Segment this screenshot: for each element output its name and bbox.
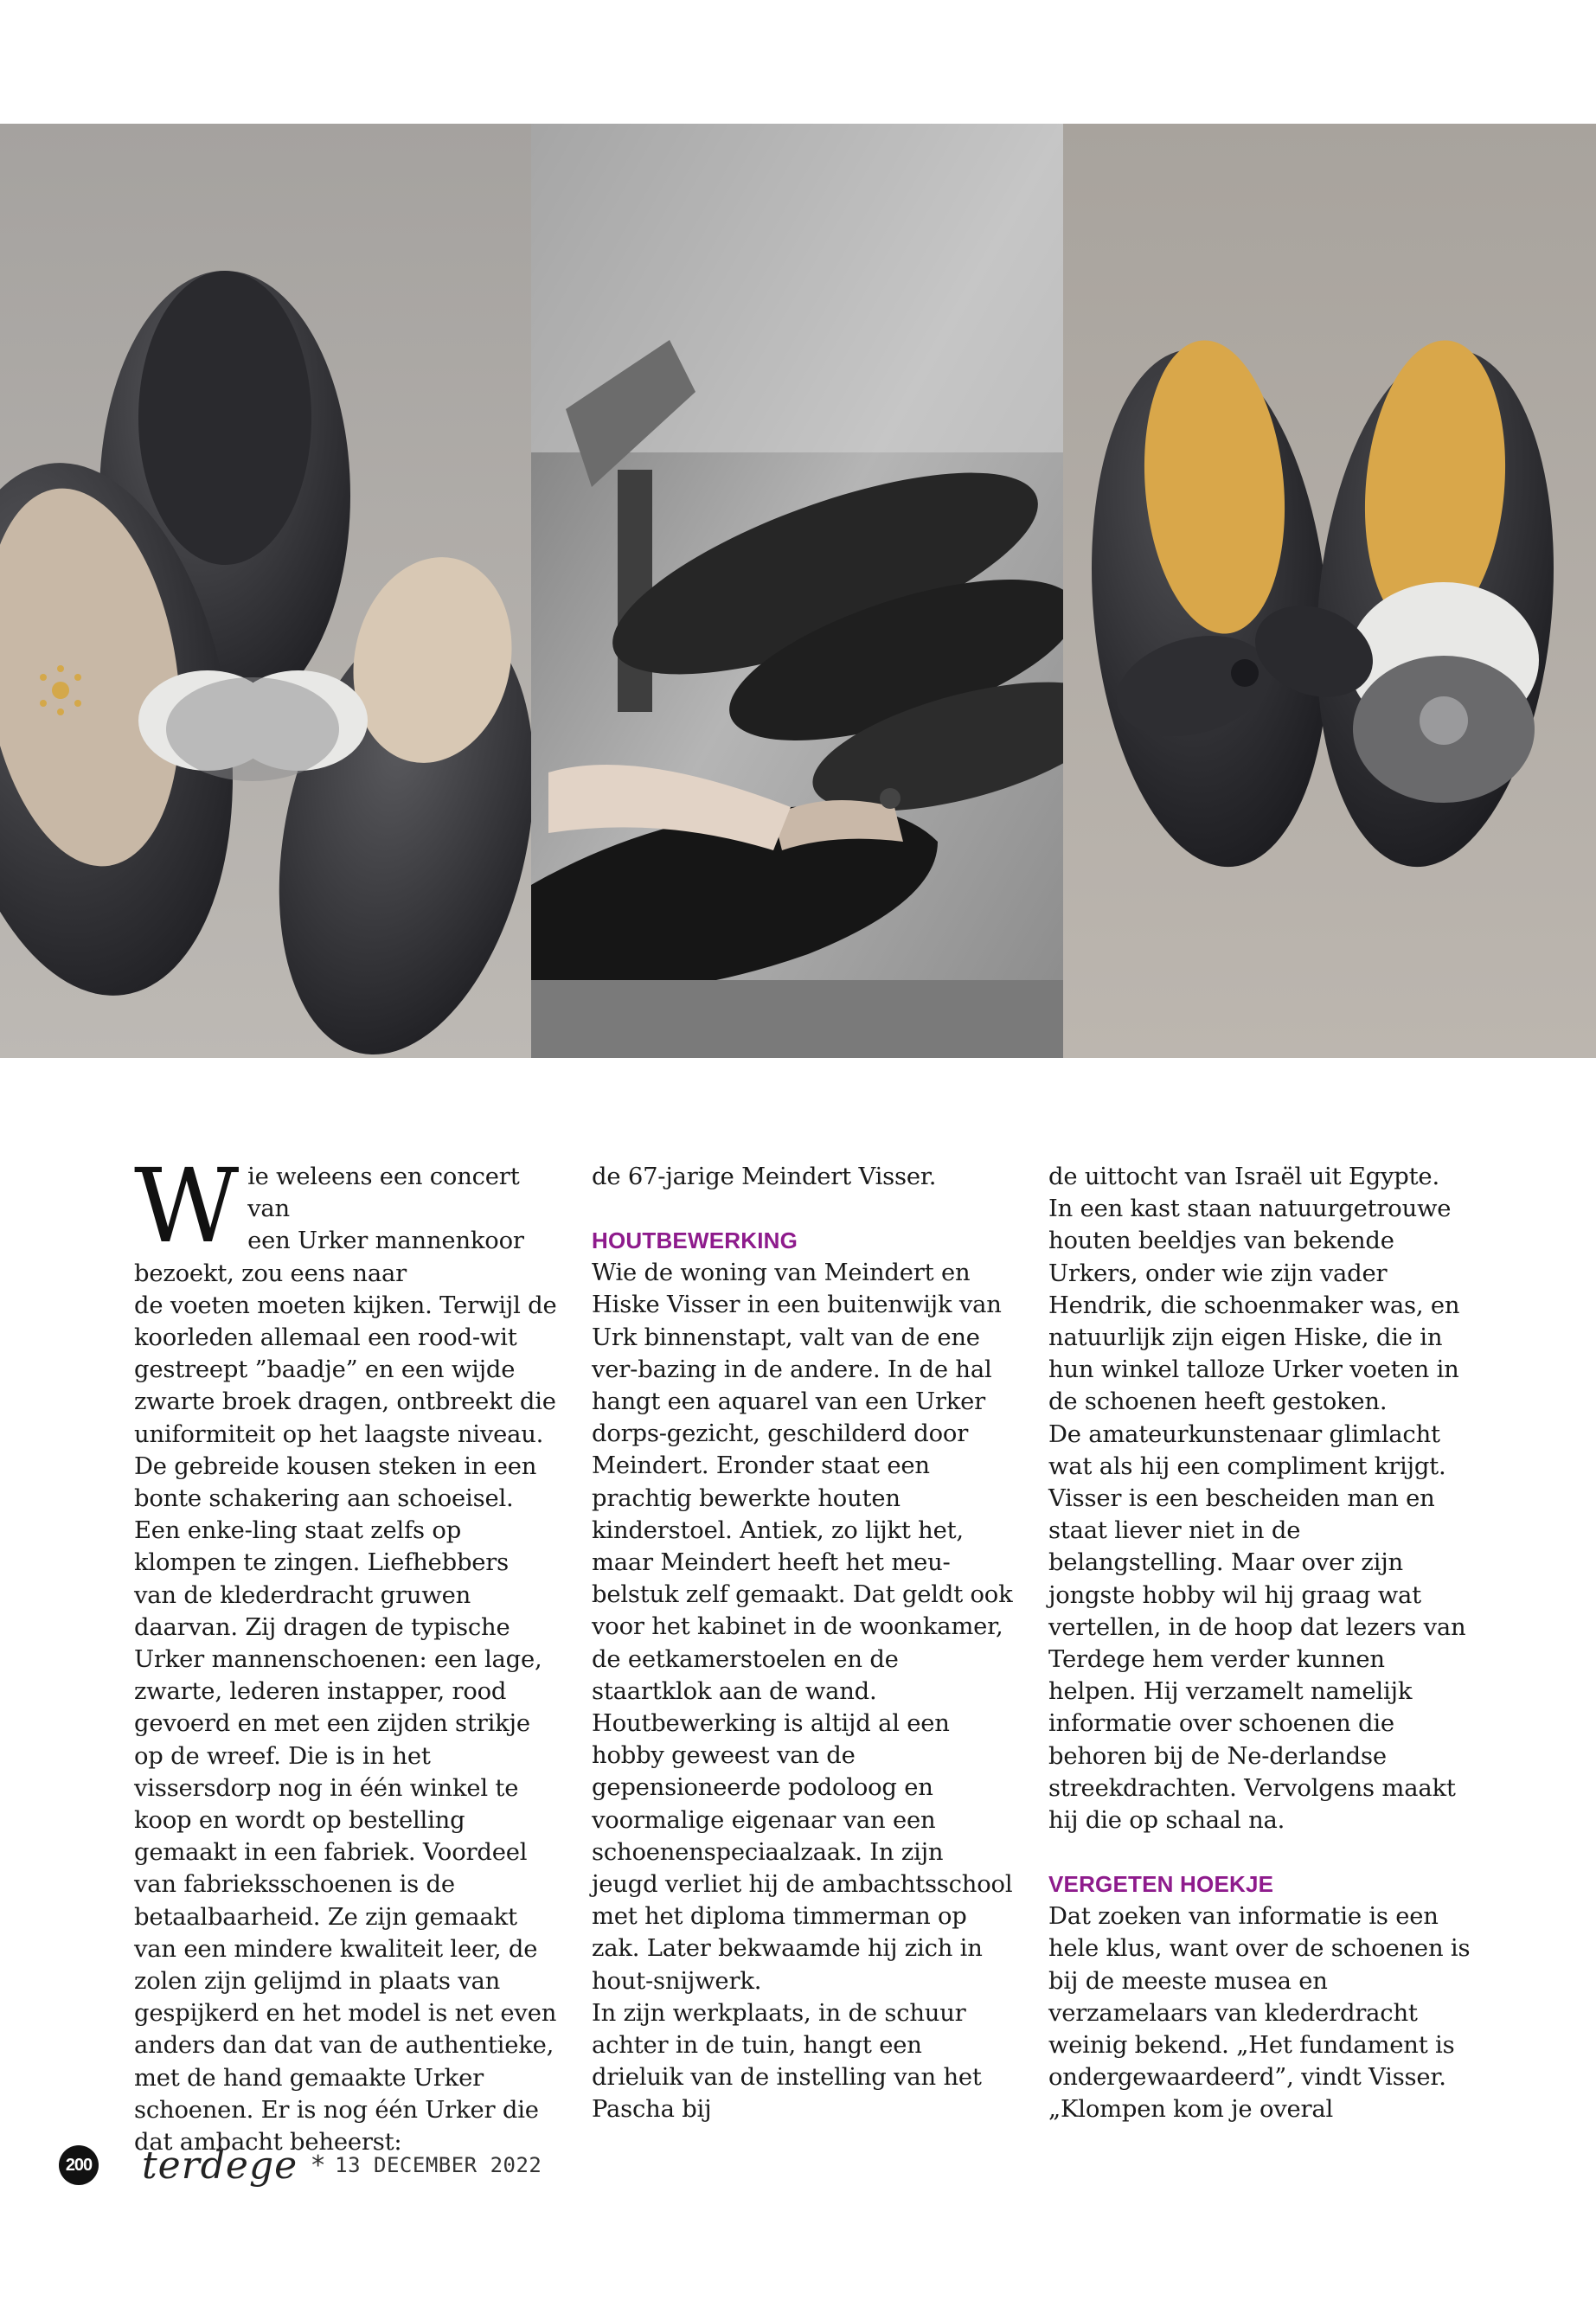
issue-date: 13 DECEMBER 2022 (335, 2153, 542, 2177)
article-paragraph: de uittocht van Israël uit Egypte. (1048, 1163, 1439, 1190)
article-paragraph: Houtbewerking is altijd al een hobby geweest van de gepensioneerde podoloog en voormalige eigenaar van een schoenenspeciaalzaak. In zijn jeugd verliet hij de ambachtsschool met het diploma timmerman op zak. Later bekwaamde hij zich in hout-snijwerk. (592, 1710, 1013, 1995)
photo-shoemaker-last (531, 124, 1063, 1058)
subhead-vergeten-hoekje: VERGETEN HOEKJE (1048, 1871, 1274, 1898)
article-paragraph: ie weleens een concert van een Urker mannenkoor bezoekt, zou eens naar de voeten moeten kijken. Terwijl de koorleden allemaal een rood-wit gestreept ”baadje” en een wijde zwarte broek dragen, ontbreekt die uniformiteit op het laagste niveau. De gebreide kousen steken in een bonte schakering aan schoeisel. Een enke-ling staat zelfs op klompen te zingen. Liefhebbers van de klederdracht gruwen daarvan. Zij dragen de typische Urker mannenschoenen: een lage, zwarte, lederen instapper, rood gevoerd en met een zijden strikje op de wreef. Die is in het vissersdorp nog in één winkel te koop en wordt op bestelling gemaakt in een fabriek. Voordeel van fabrieksschoenen is de betaalbaarheid. Ze zijn gemaakt van een mindere kwaliteit leer, de zolen zijn gelijmd in plaats van gespijkerd en het model is net even anders dan dat van de authentieke, met de hand gemaakte Urker schoenen. Er is nog één Urker die dat ambacht beheerst: (134, 1163, 557, 2157)
article-column-1 (134, 1146, 558, 2158)
drop-cap: W (134, 1146, 240, 1266)
article-paragraph: In zijn werkplaats, in de schuur achter in de tuin, hangt een drieluik van de instelling van het Pascha bij (592, 1999, 982, 2124)
spacer (1048, 1836, 1472, 1868)
page-number-badge: 200 (59, 2145, 99, 2185)
photo-black-slippers (0, 124, 531, 1058)
spacer (592, 1193, 1016, 1225)
photo-strip (0, 124, 1596, 1058)
asterisk-separator-icon: * (311, 2150, 325, 2181)
page-footer (59, 2144, 542, 2187)
photo-buckled-shoes (1063, 124, 1596, 1058)
article-paragraph: Dat zoeken van informatie is een hele klus, want over de schoenen is bij de meeste musea en verzamelaars van klederdracht weinig bekend. „Het fundament is ondergewaardeerd”, vindt Visser. „Klompen kom je overal (1048, 1903, 1471, 2124)
subhead-houtbewerking: HOUTBEWERKING (592, 1227, 798, 1254)
magazine-logo: terdege (142, 2143, 298, 2188)
article-paragraph: De amateurkunstenaar glimlacht wat als hij een compliment krijgt. Visser is een bescheiden man en staat liever niet in de belangstelling. Maar over zijn jongste hobby wil hij graag wat vertellen, in de hoop dat lezers van Terdege hem verder kunnen helpen. Hij verzamelt namelijk informatie over schoenen die behoren bij de Ne-derlandse streekdrachten. Vervolgens maakt hij die op schaal na. (1048, 1420, 1466, 1835)
article-column-3 (1048, 1161, 1472, 2126)
article-paragraph: In een kast staan natuurgetrouwe houten beeldjes van bekende Urkers, onder wie zijn vader Hendrik, die schoenmaker was, en natuurlijk zijn eigen Hiske, die in hun winkel talloze Urker voeten in de schoenen heeft gestoken. (1048, 1195, 1460, 1416)
article-paragraph: de 67-jarige Meindert Visser. (592, 1163, 937, 1190)
article-column-2 (592, 1161, 1016, 2126)
article-paragraph: Wie de woning van Meindert en Hiske Visser in een buitenwijk van Urk binnenstapt, valt van de ene ver-bazing in de andere. In de hal hangt een aquarel van een Urker dorps-gezicht, geschilderd door Meindert. Eronder staat een prachtig bewerkte houten kinderstoel. Antiek, zo lijkt het, maar Meindert heeft het meu-belstuk zelf gemaakt. Dat geldt ook voor het kabinet in de woonkamer, de eetkamerstoelen en de staartklok aan de wand. (592, 1259, 1013, 1705)
